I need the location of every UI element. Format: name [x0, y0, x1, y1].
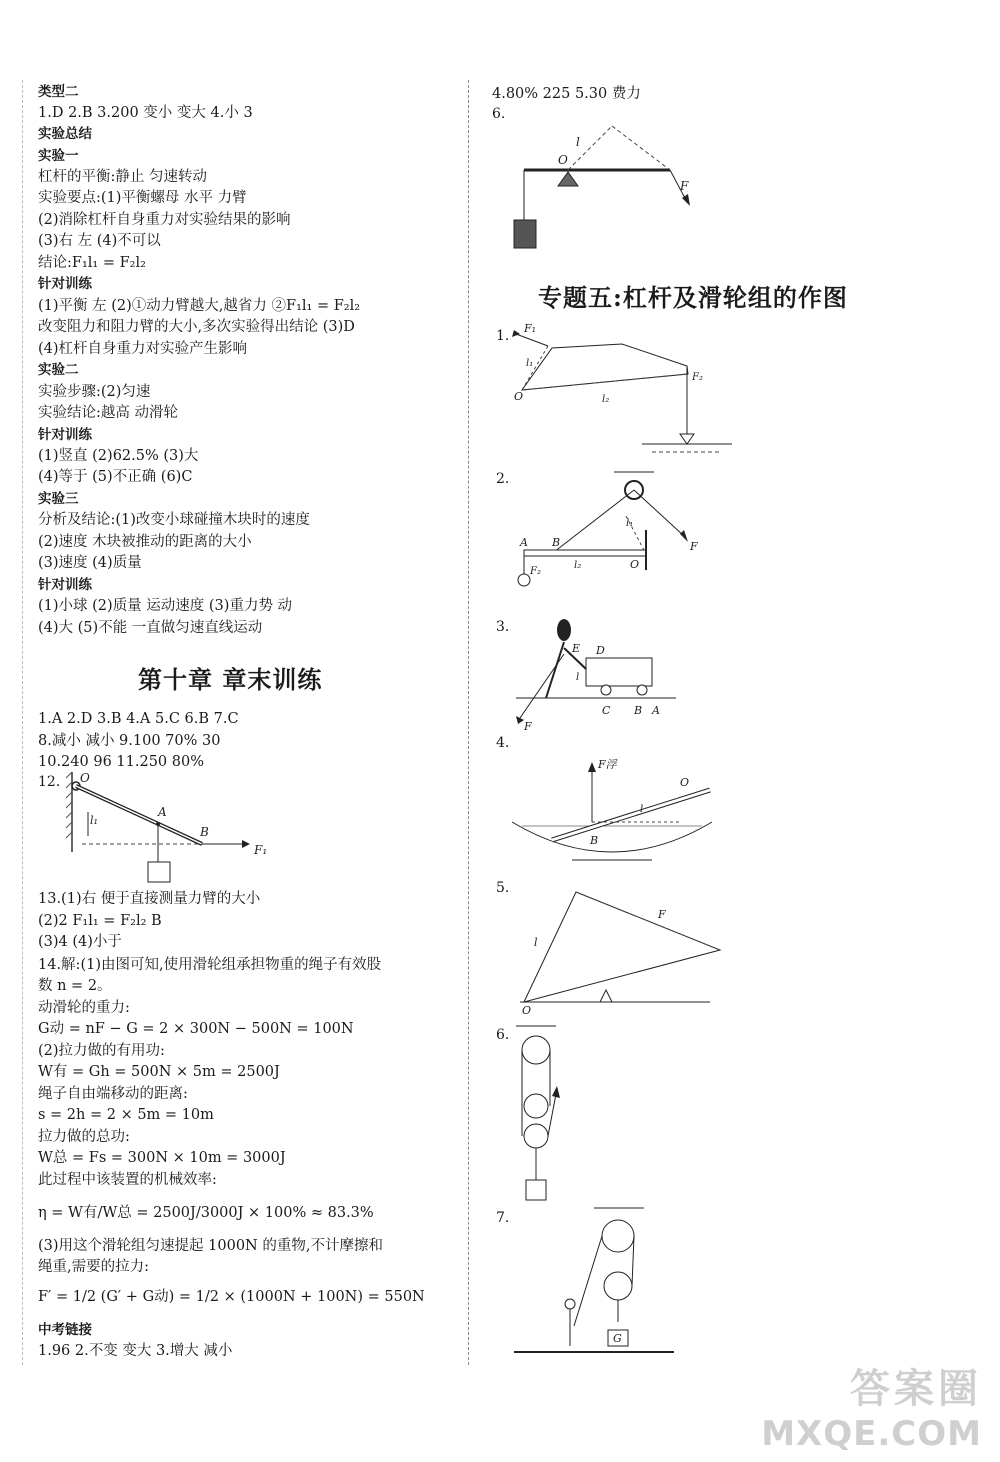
label-o: O — [680, 776, 690, 789]
answer-line: 改变阻力和阻力臂的大小,多次实验得出结论 (3)D — [38, 319, 355, 335]
answer-line: (4)杠杆自身重力对实验产生影响 — [38, 341, 248, 357]
label-l2: l₂ — [574, 560, 582, 571]
solution-line: 此过程中该装置的机械效率: — [38, 1172, 217, 1188]
fig3-cart-lever — [516, 618, 716, 733]
q12-number: 12. — [38, 774, 61, 790]
label-c: C — [602, 704, 611, 717]
label-a: A — [652, 704, 660, 717]
solution-line: W总 = Fs = 300N × 10m = 3000J — [38, 1150, 286, 1166]
fig2-pulley-lever — [514, 470, 714, 590]
fig1-crane-lever — [512, 322, 742, 466]
q6-number: 6. — [492, 106, 506, 122]
label-l1: l₁ — [526, 358, 534, 369]
solution-line: s = 2h = 2 × 5m = 10m — [38, 1107, 214, 1123]
q6-lever-figure — [520, 112, 720, 252]
fig4-number: 4. — [496, 735, 510, 751]
label-g: G — [613, 1332, 622, 1345]
label-l1: l₁ — [90, 814, 98, 827]
answer-line: (3)4 (4)小于 — [38, 934, 122, 950]
label-f2: F₂ — [692, 372, 703, 383]
answer-line: (1)竖直 (2)62.5% (3)大 — [38, 448, 199, 464]
answer-line: (3)右 左 (4)不可以 — [38, 233, 161, 249]
solution-line: 数 n = 2。 — [38, 978, 112, 994]
solution-line: 绳子自由端移动的距离: — [38, 1086, 188, 1102]
q12-lever-figure — [62, 771, 268, 887]
label-f: F — [690, 540, 698, 553]
label-f: F — [680, 179, 689, 193]
heading-practice: 针对训练 — [38, 427, 92, 443]
label-o: O — [514, 390, 524, 403]
solution-line: 动滑轮的重力: — [38, 1000, 130, 1016]
label-a: A — [520, 536, 528, 549]
label-o: O — [630, 558, 640, 571]
fig2-number: 2. — [496, 471, 510, 487]
label-l1: l₁ — [626, 518, 634, 529]
answer-line: (4)等于 (5)不正确 (6)C — [38, 469, 193, 485]
answer-line: (2)速度 木块被推动的距离的大小 — [38, 534, 252, 550]
answer-line: 4.80% 225 5.30 费力 — [492, 86, 641, 102]
label-e: E — [572, 642, 581, 655]
label-d: D — [596, 644, 605, 657]
answer-line: 杠杆的平衡:静止 匀速转动 — [38, 169, 207, 185]
solution-line: G动 = nF − G = 2 × 300N − 500N = 100N — [38, 1021, 354, 1037]
solution-line: 拉力做的总功: — [38, 1129, 130, 1145]
fig7-number: 7. — [496, 1210, 510, 1226]
label-l: l — [576, 135, 580, 149]
fig4-bowl-rod — [512, 760, 712, 870]
heading-experiment-summary: 实验总结 — [38, 126, 92, 142]
answer-line: (1)小球 (2)质量 运动速度 (3)重力势 动 — [38, 598, 293, 614]
answer-line: 1.D 2.B 3.200 变小 变大 4.小 3 — [38, 105, 253, 121]
label-b: B — [634, 704, 643, 717]
solution-line: 14.解:(1)由图可知,使用滑轮组承担物重的绳子有效股 — [38, 957, 382, 973]
solution-line: F′ = 1/2 (G′ + G动) = 1/2 × (1000N + 100N) = 550N — [38, 1289, 425, 1305]
conclusion-line: 结论:F₁l₁ = F₂l₂ — [38, 255, 146, 271]
chapter-title: 第十章 章末训练 — [138, 665, 323, 694]
fig7-person-pulley — [514, 1206, 674, 1356]
fig6-number: 6. — [496, 1027, 510, 1043]
watermark-line1: 答案圈 — [850, 1366, 982, 1412]
solution-line: 绳重,需要的拉力: — [38, 1259, 149, 1275]
solution-line: η = W有/W总 = 2500J/3000J × 100% ≈ 83.3% — [38, 1205, 374, 1221]
answer-line: 8.减小 减小 9.100 70% 30 — [38, 733, 221, 749]
label-o: O — [558, 153, 568, 167]
heading-experiment-one: 实验一 — [38, 148, 79, 164]
answer-line: 实验结论:越高 动滑轮 — [38, 405, 178, 421]
left-margin-rule — [22, 80, 23, 1365]
heading-experiment-three: 实验三 — [38, 491, 79, 507]
answer-line: (2)消除杠杆自身重力对实验结果的影响 — [38, 212, 291, 228]
label-f: F — [658, 908, 666, 921]
label-f2: F₂ — [530, 566, 541, 577]
column-divider — [468, 80, 469, 1365]
label-o: O — [522, 1004, 532, 1017]
label-a: A — [158, 805, 167, 819]
answer-line: 分析及结论:(1)改变小球碰撞木块时的速度 — [38, 512, 310, 528]
answer-line: 10.240 96 11.250 80% — [38, 754, 204, 770]
answer-line: 1.96 2.不变 变大 3.增大 减小 — [38, 1343, 233, 1359]
label-b: B — [200, 825, 209, 839]
answer-line: (1)平衡 左 (2)①动力臂越大,越省力 ②F₁l₁ = F₂l₂ — [38, 298, 361, 314]
fig5-number: 5. — [496, 880, 510, 896]
watermark — [761, 1357, 982, 1454]
fig5-triangle-lever — [520, 886, 720, 1017]
label-l: l — [640, 804, 644, 815]
fig1-number: 1. — [496, 328, 510, 344]
solution-line: (2)拉力做的有用功: — [38, 1043, 165, 1059]
heading-type-two: 类型二 — [38, 84, 79, 100]
label-l: l — [534, 936, 538, 949]
heading-practice: 针对训练 — [38, 276, 92, 292]
label-o: O — [80, 771, 90, 785]
fig6-pulley-block — [516, 1024, 596, 1204]
answer-line: 13.(1)右 便于直接测量力臂的大小 — [38, 891, 261, 907]
fig3-number: 3. — [496, 619, 510, 635]
answer-line: 实验步骤:(2)匀速 — [38, 384, 151, 400]
label-f-buoyant: F浮 — [598, 758, 617, 771]
solution-line: (3)用这个滑轮组匀速提起 1000N 的重物,不计摩擦和 — [38, 1238, 383, 1254]
label-f1: F₁ — [254, 843, 268, 857]
heading-experiment-two: 实验二 — [38, 362, 79, 378]
label-l2: l₂ — [602, 394, 610, 405]
section-title: 专题五:杠杆及滑轮组的作图 — [538, 283, 848, 312]
answer-line: 1.A 2.D 3.B 4.A 5.C 6.B 7.C — [38, 711, 239, 727]
label-b: B — [552, 536, 561, 549]
answer-line: (2)2 F₁l₁ = F₂l₂ B — [38, 913, 162, 929]
heading-exam-link: 中考链接 — [38, 1322, 92, 1338]
answer-line: (3)速度 (4)质量 — [38, 555, 142, 571]
watermark-line2: MXQE.COM — [761, 1414, 982, 1454]
answer-line: 实验要点:(1)平衡螺母 水平 力臂 — [38, 190, 247, 206]
label-l: l — [576, 672, 580, 683]
answer-line: (4)大 (5)不能 一直做匀速直线运动 — [38, 620, 263, 636]
heading-practice: 针对训练 — [38, 577, 92, 593]
label-b: B — [590, 834, 599, 847]
solution-line: W有 = Gh = 500N × 5m = 2500J — [38, 1064, 280, 1080]
label-f: F — [524, 720, 532, 733]
label-f1: F₁ — [524, 322, 537, 335]
